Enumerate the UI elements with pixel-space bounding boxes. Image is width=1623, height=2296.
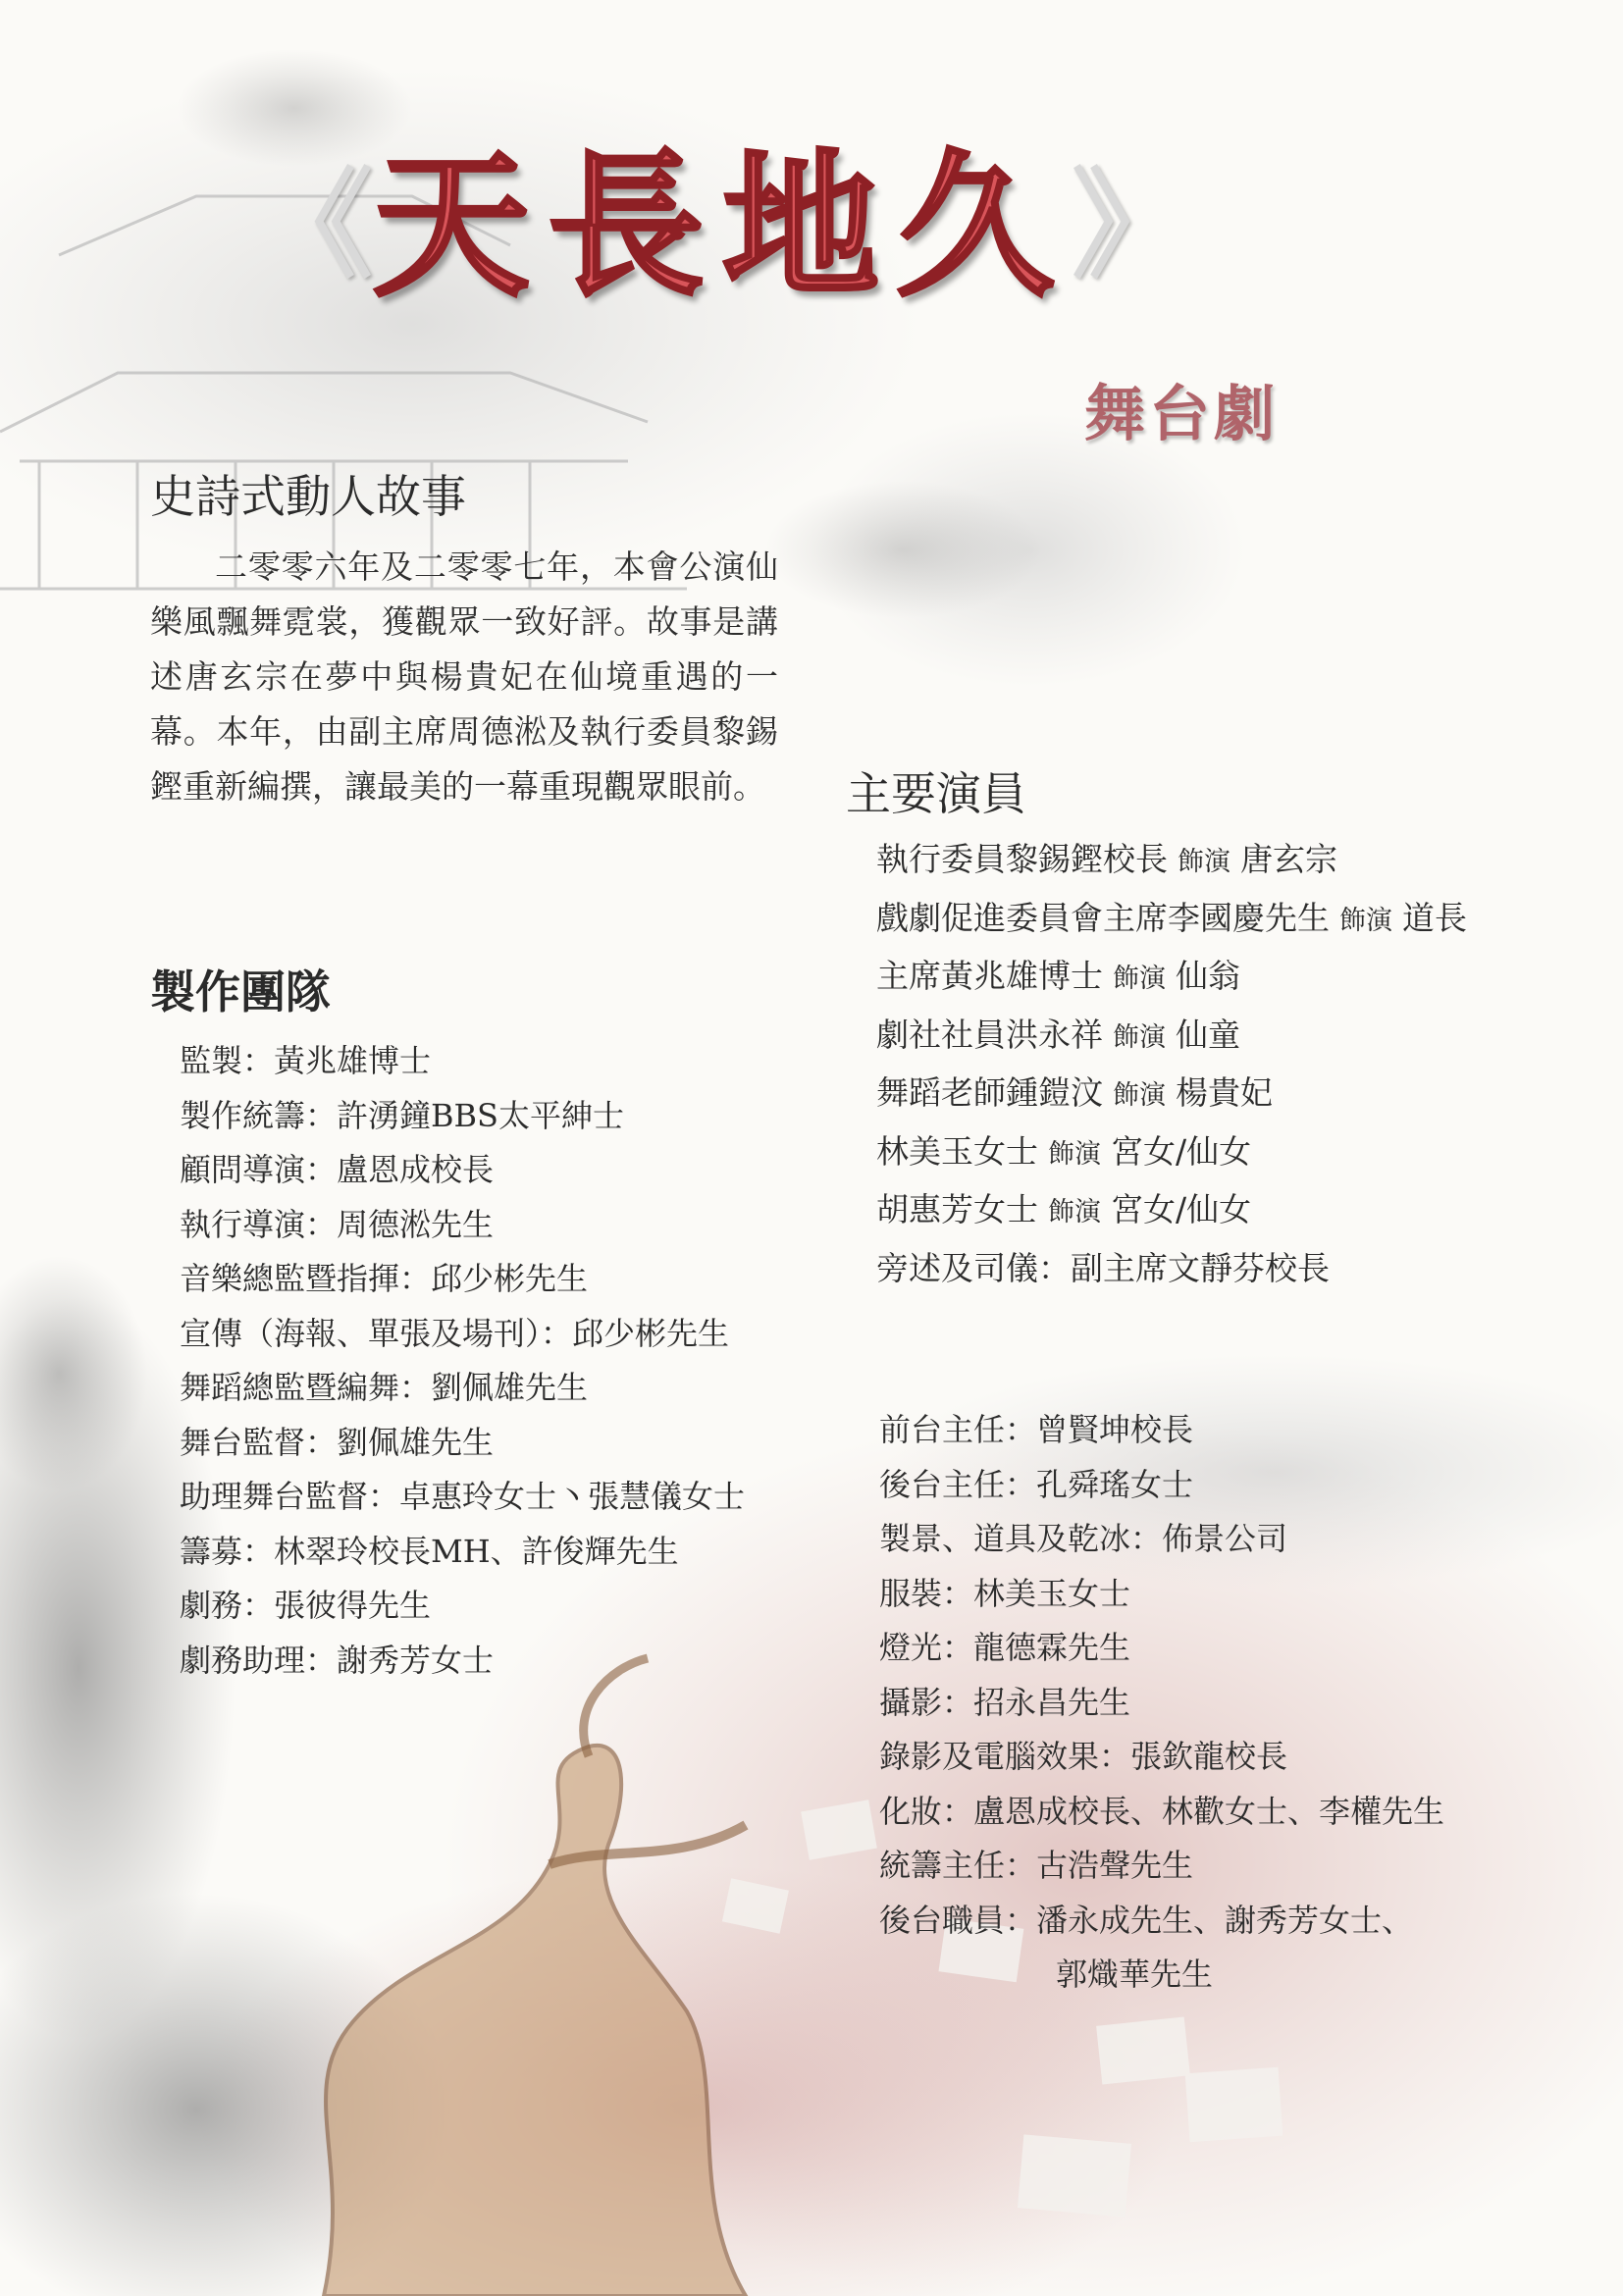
actor-name: 主席黃兆雄博士 — [876, 957, 1103, 995]
title-bracket-left: 《 — [255, 156, 373, 294]
actor-name: 執行委員黎錫鏗校長 — [876, 840, 1168, 878]
title-bracket-right: 》 — [1072, 156, 1190, 294]
cast-row — [876, 949, 1467, 1008]
narrator-row: 旁述及司儀：副主席文靜芬校長 — [876, 1248, 1330, 1287]
list-item: 劇務助理：謝秀芳女士 — [180, 1641, 495, 1679]
role-name: 宮女/仙女 — [1111, 1190, 1252, 1228]
role-name: 道長 — [1402, 898, 1467, 937]
list-item: 統籌主任：古浩聲先生 — [879, 1847, 1194, 1884]
role-name: 仙童 — [1176, 1015, 1240, 1054]
poster-title — [255, 133, 1190, 318]
role-name: 唐玄宗 — [1240, 840, 1337, 878]
list-item: 助理舞台監督：卓惠玲女士丶張慧儀女士 — [180, 1478, 746, 1515]
list-item: 後台主任：孔舜瑤女士 — [879, 1465, 1194, 1503]
list-item: 宣傳（海報、單張及場刊）：邱少彬先生 — [180, 1314, 730, 1352]
crew-list — [879, 1403, 1444, 2003]
list-item: 音樂總監暨指揮：邱少彬先生 — [180, 1260, 589, 1297]
cast-row — [876, 1182, 1467, 1241]
list-item: 劇務：張彼得先生 — [180, 1587, 432, 1624]
cast-row — [876, 891, 1467, 950]
list-item: 舞蹈總監暨編舞：劉佩雄先生 — [180, 1369, 589, 1406]
role-name: 楊貴妃 — [1176, 1073, 1273, 1112]
cast-heading: 主要演員 — [846, 767, 1026, 820]
list-item: 顧問導演：盧恩成校長 — [180, 1151, 495, 1188]
role-keyword: 飾演 — [1113, 964, 1166, 994]
list-item: 籌募：林翠玲校長MH、許俊輝先生 — [180, 1532, 679, 1570]
list-item: 後台職員：潘永成先生、謝秀芳女士、 — [879, 1901, 1414, 1939]
actor-name: 林美玉女士 — [876, 1131, 1038, 1171]
role-keyword: 飾演 — [1339, 905, 1392, 936]
production-heading: 製作團隊 — [150, 965, 331, 1018]
list-item: 攝影：招永昌先生 — [879, 1683, 1131, 1721]
list-item: 錄影及電腦效果：張欽龍校長 — [879, 1738, 1288, 1775]
role-keyword: 飾演 — [1048, 1138, 1101, 1170]
list-item: 前台主任：曾賢坤校長 — [879, 1411, 1194, 1448]
subtitle: 舞台劇 — [1084, 378, 1280, 449]
role-keyword: 飾演 — [1113, 1021, 1166, 1053]
actor-name: 戲劇促進委員會主席李國慶先生 — [876, 898, 1330, 937]
list-item-continuation: 郭熾華先生 — [1056, 1956, 1214, 1993]
list-item: 執行導演：周德淞先生 — [180, 1205, 495, 1243]
list-item: 化妝：盧恩成校長、林歡女士、李權先生 — [879, 1792, 1445, 1830]
actor-name: 舞蹈老師鍾鎧汶 — [876, 1073, 1103, 1112]
list-item: 製景、道具及乾冰：佈景公司 — [879, 1520, 1288, 1557]
cast-row — [876, 1066, 1467, 1124]
role-keyword: 飾演 — [1113, 1080, 1166, 1111]
list-item: 服裝：林美玉女士 — [879, 1574, 1131, 1612]
list-item: 監製：黃兆雄博士 — [180, 1042, 432, 1079]
production-list — [180, 1034, 745, 1688]
list-item: 製作統籌：許湧鐘BBS太平紳士 — [180, 1096, 624, 1134]
role-keyword: 飾演 — [1048, 1197, 1101, 1227]
title-text: 天長地久 — [373, 133, 1073, 318]
list-item: 舞台監督：劉佩雄先生 — [180, 1423, 495, 1461]
cast-row — [876, 1008, 1467, 1067]
cast-list — [876, 832, 1467, 1296]
role-name: 宮女/仙女 — [1111, 1131, 1252, 1171]
cast-row — [876, 1124, 1467, 1183]
cast-row — [876, 832, 1467, 891]
role-name: 仙翁 — [1176, 957, 1240, 995]
role-keyword: 飾演 — [1178, 847, 1230, 877]
list-item: 燈光：龍德霖先生 — [879, 1629, 1131, 1666]
actor-name: 胡惠芳女士 — [876, 1190, 1038, 1228]
story-heading: 史詩式動人故事 — [150, 470, 466, 523]
actor-name: 劇社社員洪永祥 — [876, 1015, 1103, 1054]
story-paragraph: 二零零六年及二零零七年，本會公演仙樂風飄舞霓裳，獲觀眾一致好評。故事是講述唐玄宗在夢中與楊貴妃在仙境重遇的一幕。本年，由副主席周德淞及執行委員黎錫鏗重新編撰，讓最美的一幕重現觀眾眼前。 — [150, 548, 778, 806]
